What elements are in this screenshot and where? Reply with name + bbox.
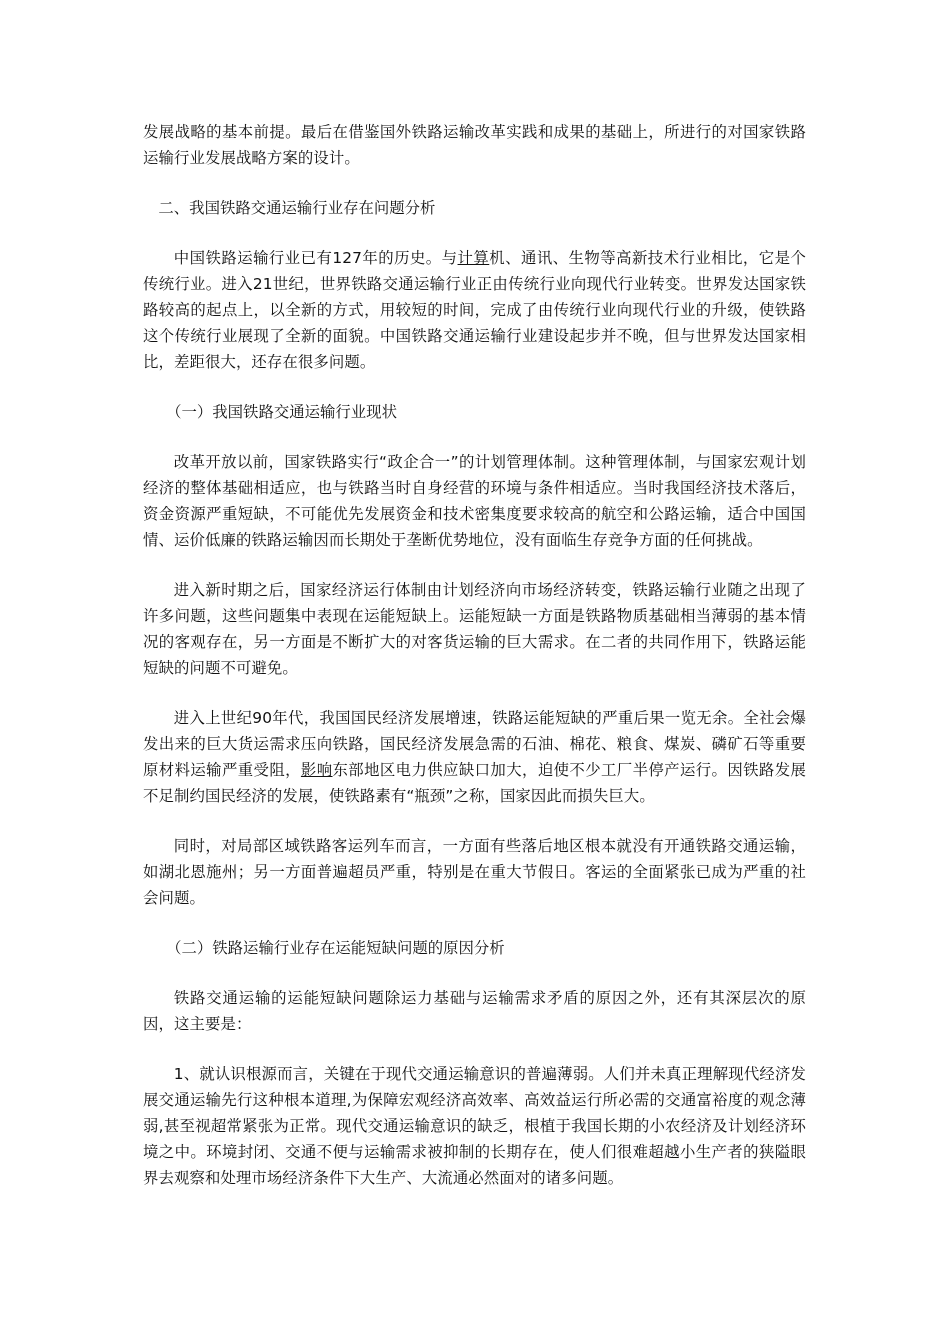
paragraph-cause-1: 1、就认识根源而言，关键在于现代交通运输意识的普遍薄弱。人们并未真正理解现代经济发展交通运输先行这种根本道理,为保障宏观经济高效率、高效益运行所必需的交通富裕度的观念薄弱,甚至视超常紧张为正常。现代交通运输意识的缺乏，根植于我国长期的小农经济及计划经济环境之中。环境封闭、交通不便与运输需求被抑制的长期存在，使人们很难超越小生产者的狭隘眼界去观察和处理市场经济条件下大生产、大流通必然面对的诸多问题。 bbox=[143, 1065, 806, 1187]
link-computing[interactable]: 计算 bbox=[457, 249, 490, 267]
link-impact[interactable]: 影响 bbox=[300, 761, 333, 779]
paragraph-market-transition: 进入新时期之后，国家经济运行体制由计划经济向市场经济转变，铁路运输行业随之出现了许多问题，这些问题集中表现在运能短缺上。运能短缺一方面是铁路物质基础相当薄弱的基本情况的客观存在，另一方面是不断扩大的对客货运输的巨大需求。在二者的共同作用下，铁路运能短缺的问题不可避免。 bbox=[143, 581, 806, 677]
paragraph-1990s-text-1: 进入上世纪90年代，我国国民经济发展增速，铁路运能短缺的严重后果一览无余。全社会爆发出来的巨大货运需求压向铁路，国民经济发展急需的石油、棉花、粮食、煤炭、磷矿石等重要原材料运输严重受阻， bbox=[143, 709, 806, 779]
subsection-heading-1: （一）我国铁路交通运输行业现状 bbox=[166, 403, 397, 421]
paragraph-1990s bbox=[143, 705, 806, 809]
paragraph-history-text-2: 机、通讯、生物等高新技术行业相比，它是个传统行业。进入21世纪，世界铁路交通运输行业正由传统行业向现代行业转变。世界发达国家铁路较高的起点上，以全新的方式，用较短的时间，完成了由传统行业向现代行业的升级，使铁路这个传统行业展现了全新的面貌。中国铁路交通运输行业建设起步并不晚，但与世界发达国家相比，差距很大，还存在很多问题。 bbox=[143, 249, 806, 371]
paragraph-causes-intro: 铁路交通运输的运能短缺问题除运力基础与运输需求矛盾的原因之外，还有其深层次的原因，这主要是： bbox=[143, 989, 806, 1033]
paragraph-passenger-transport: 同时，对局部区域铁路客运列车而言，一方面有些落后地区根本就没有开通铁路交通运输，如湖北恩施州；另一方面普遍超员严重，特别是在重大节假日。客运的全面紧张已成为严重的社会问题。 bbox=[143, 837, 806, 907]
section-heading-2: 二、我国铁路交通运输行业存在问题分析 bbox=[158, 199, 436, 217]
paragraph-1990s-text-2: 东部地区电力供应缺口加大，迫使不少工厂半停产运行。因铁路发展不足制约国民经济的发展，使铁路素有“瓶颈”之称，国家因此而损失巨大。 bbox=[143, 761, 806, 805]
document-page bbox=[143, 119, 806, 1215]
paragraph-planned-economy: 改革开放以前，国家铁路实行“政企合一”的计划管理体制。这种管理体制，与国家宏观计划经济的整体基础相适应，也与铁路当时自身经营的环境与条件相适应。当时我国经济技术落后，资金资源严重短缺，不可能优先发展资金和技术密集度要求较高的航空和公路运输，适合中国国情、运价低廉的铁路运输因而长期处于垄断优势地位，没有面临生存竞争方面的任何挑战。 bbox=[143, 453, 806, 549]
paragraph-intro-continued: 发展战略的基本前提。最后在借鉴国外铁路运输改革实践和成果的基础上，所进行的对国家铁路运输行业发展战略方案的设计。 bbox=[143, 123, 806, 167]
paragraph-history-text-1: 中国铁路运输行业已有127年的历史。与 bbox=[173, 249, 458, 267]
subsection-heading-2: （二）铁路运输行业存在运能短缺问题的原因分析 bbox=[166, 939, 505, 957]
paragraph-history bbox=[143, 245, 806, 375]
